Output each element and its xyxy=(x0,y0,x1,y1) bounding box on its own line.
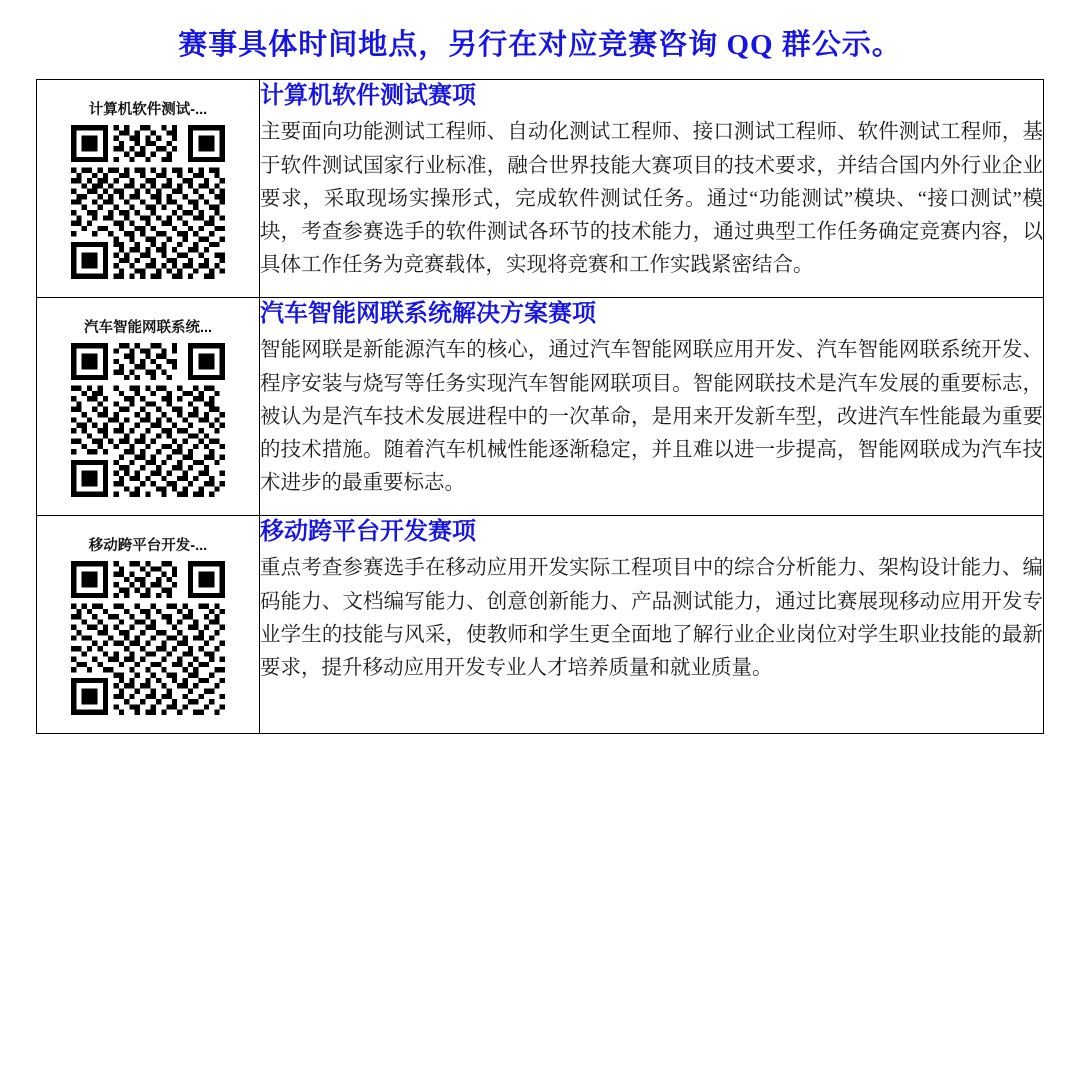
qr-caption: 计算机软件测试-... xyxy=(88,102,208,118)
qr-caption: 汽车智能网联系统... xyxy=(83,320,213,336)
item-body: 智能网联是新能源汽车的核心，通过汽车智能网联应用开发、汽车智能网联系统开发、程序安装与烧写等任务实现汽车智能网联项目。智能网联技术是汽车发展的重要标志，被认为是汽车技术发展进程中的一次革命，是用来开发新车型，改进汽车性能最为重要的技术措施。随着汽车机械性能逐渐稳定，并且难以进一步提高，智能网联成为汽车技术进步的最重要标志。 xyxy=(260,339,1043,495)
table-row xyxy=(37,80,1044,298)
competition-items-table xyxy=(36,79,1044,734)
table-row xyxy=(37,516,1044,734)
qr-code-icon[interactable] xyxy=(71,125,225,279)
item-body: 主要面向功能测试工程师、自动化测试工程师、接口测试工程师、软件测试工程师，基于软件测试国家行业标准，融合世界技能大赛项目的技术要求，并结合国内外行业企业要求，采取现场实操形式，完成软件测试任务。通过“功能测试”模块、“接口测试”模块，考查参赛选手的软件测试各环节的技术能力，通过典型工作任务确定竞赛内容，以具体工作任务为竞赛载体，实现将竞赛和工作实践紧密结合。 xyxy=(260,121,1043,277)
item-title: 计算机软件测试赛项 xyxy=(260,83,476,109)
qr-caption: 移动跨平台开发-... xyxy=(88,538,208,554)
text-cell xyxy=(260,80,1044,298)
item-body: 重点考查参赛选手在移动应用开发实际工程项目中的综合分析能力、架构设计能力、编码能力、文档编写能力、创意创新能力、产品测试能力，通过比赛展现移动应用开发专业学生的技能与风采，使教师和学生更全面地了解行业企业岗位对学生职业技能的最新要求，提升移动应用开发专业人才培养质量和就业质量。 xyxy=(260,557,1043,679)
item-title: 汽车智能网联系统解决方案赛项 xyxy=(260,301,596,327)
qr-cell xyxy=(37,516,260,734)
item-title: 移动跨平台开发赛项 xyxy=(260,519,476,545)
text-cell xyxy=(260,298,1044,516)
qr-code-icon[interactable] xyxy=(71,343,225,497)
qr-cell xyxy=(37,298,260,516)
table-row xyxy=(37,298,1044,516)
qr-code-icon[interactable] xyxy=(71,561,225,715)
page-headline: 赛事具体时间地点，另行在对应竞赛咨询 QQ 群公示。 xyxy=(178,29,902,61)
text-cell xyxy=(260,516,1044,734)
qr-cell xyxy=(37,80,260,298)
